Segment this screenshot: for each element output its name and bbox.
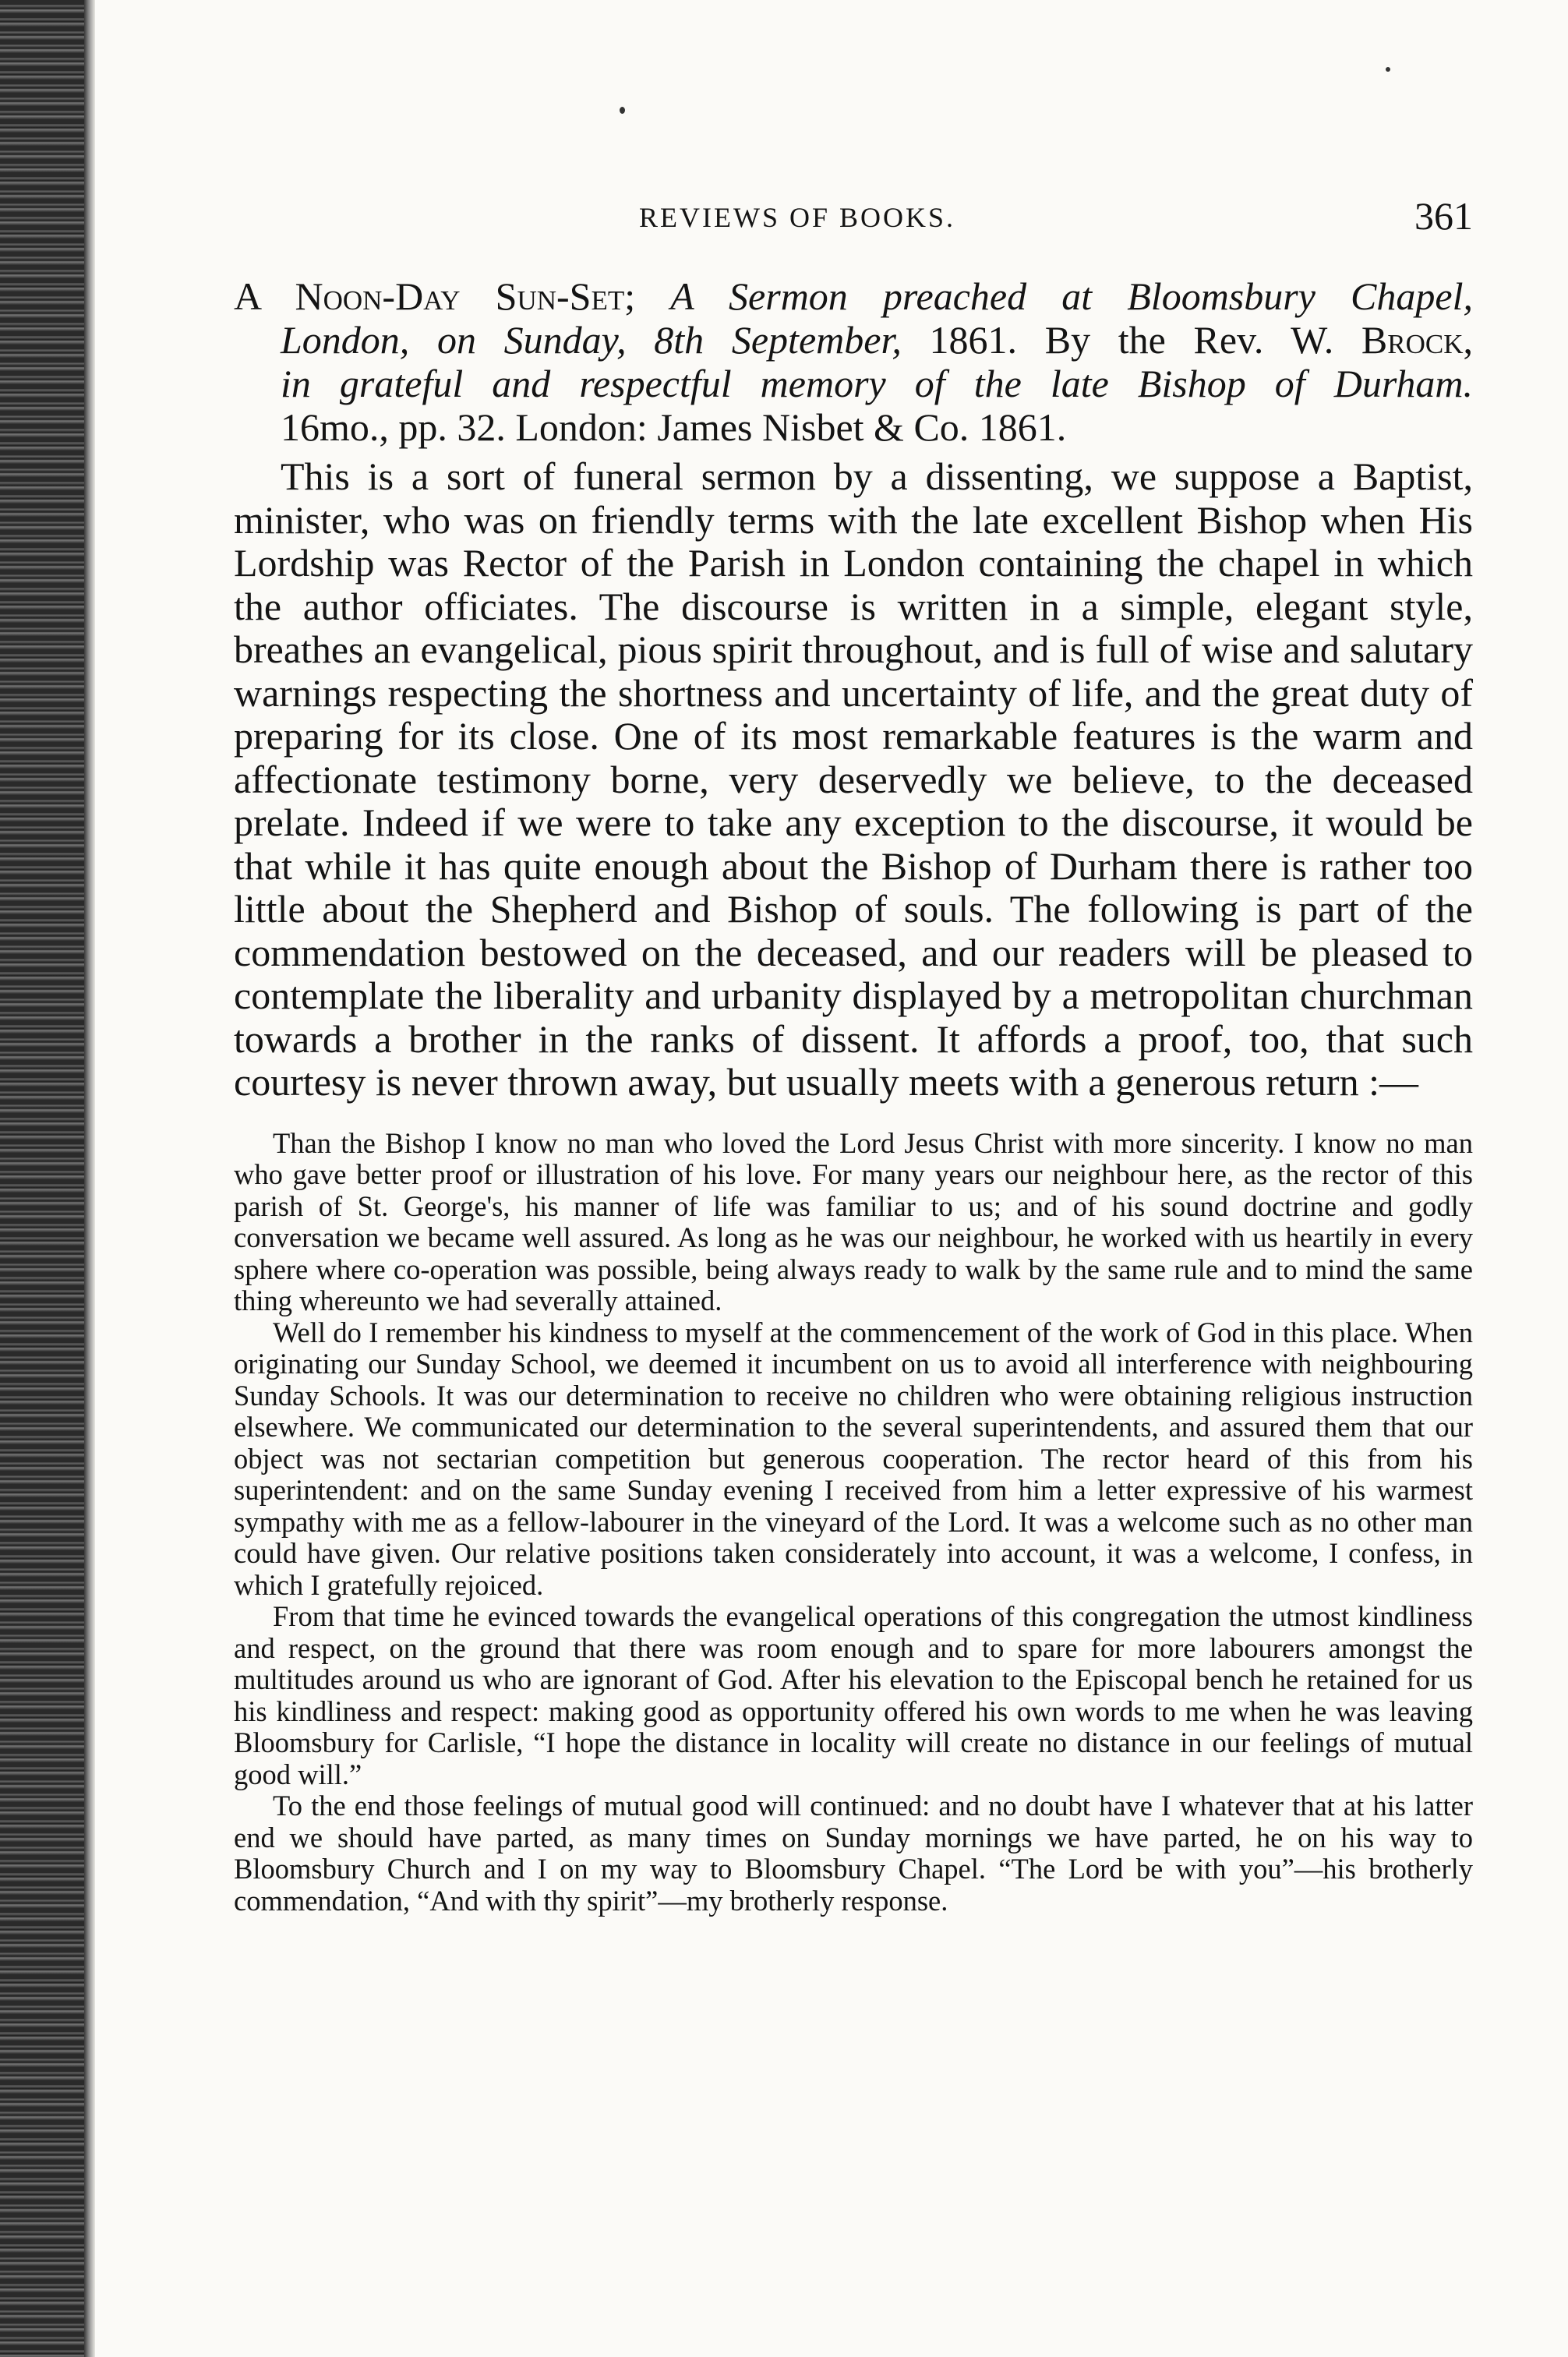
book-binding-edge [0,0,94,2357]
book-title: A Noon-Day Sun-Set [234,274,625,318]
quote-paragraph: To the end those feelings of mutual good will continued: and no doubt have I whatever that at his latter end we should have parted, as many times on Sunday mornings we have parted, he on his way to Bloomsbury Church and I on my way to Bloomsbury Chapel. “The Lord be with you”—his brotherly commendation, “And with thy spirit”—my brotherly response. [234,1790,1473,1917]
ink-speck [1386,67,1390,72]
quote-paragraph: Than the Bishop I know no man who loved the Lord Jesus Christ with more sincerity. I know no man who gave better proof or illustration of his love. For many years our neighbour here, as the rector of this parish of St. George's, his manner of life was familiar to us; and of his sound doctrine and godly conversation we became well assured. As long as he was our neighbour, he worked with us heartily in every sphere where co-operation was possible, being always ready to walk by the same rule and to mind the same thing whereunto we had severally attained. [234,1126,1473,1316]
book-subtitle: A Sermon preached at Bloomsbury Chapel, [670,274,1473,318]
book-dedication: in grateful and respectful memory of the late Bishop of Durham. [281,362,1473,405]
page-content [234,274,1473,1917]
ink-speck [620,107,625,114]
entry-line [234,318,1473,362]
review-paragraph: This is a sort of funeral sermon by a dissenting, we suppose a Baptist, minister, who was on friendly terms with the late excellent Bishop when His Lordship was Rector of the Parish in London containing the chapel in which the author officiates. The discourse is written in a simple, elegant style, breathes an evangelical, pious spirit throughout, and is full of wise and salutary warnings respecting the shortness and uncertainty of life, and the great duty of preparing for its close. One of its most remarkable features is the warm and affectionate testimony borne, very deservedly we believe, to the deceased prelate. Indeed if we were to take any exception to the discourse, it would be that while it has quite enough about the Bishop of Durham there is rather too little about the Shepherd and Bishop of souls. The following is part of the commendation bestowed on the deceased, and our readers will be pleased to contemplate the liberality and urbanity displayed by a metropolitan churchman towards a brother in the ranks of dissent. It affords a proof, too, that such courtesy is never thrown away, but usually meets with a generous return :— [234,454,1473,1104]
book-subtitle-cont: London, on Sunday, 8th September, [281,318,902,362]
entry-line [234,362,1473,405]
title-separator: ; [624,274,671,318]
entry-line [234,405,1473,449]
book-entry-heading [234,274,1473,449]
author-comma: , [1463,318,1473,362]
binding-shadow [84,0,95,2357]
quote-paragraph: Well do I remember his kindness to myself at the commencement of the work of God in this place. When originating our Sunday School, we deemed it incumbent on us to avoid all interference with neighbouring Sunday Schools. It was our determination to receive no children who were obtaining religious instruction elsewhere. We communicated our determination to the several superintendents, and assured them that our object was not sectarian competition but generous cooperation. The rector heard of this from his superintendent: and on the same Sunday evening I received from him a letter expressive of his warmest sympathy with me as a fellow-labourer in the vineyard of the Lord. It was a welcome such as no other man could have given. Our relative positions taken considerately into account, it was a welcome, I confess, in which I gratefully rejoiced. [234,1316,1473,1601]
running-head: REVIEWS OF BOOKS. [639,202,956,233]
sermon-extract [234,1128,1473,1917]
page-header [234,193,1473,248]
by-text: By the Rev. W. [1017,318,1361,362]
quote-paragraph: From that time he evinced towards the evangelical operations of this congregation the utmost kindliness and respect, on the ground that there was room enough and to spare for more labourers amongst the multitudes around us who are ignorant of God. After his elevation to the Episcopal bench he retained for us his kindliness and respect: making good as opportunity offered his own words to me when he was leaving Bloomsbury for Carlisle, “I hope the distance in locality will create no distance in our feelings of mutual good will.” [234,1600,1473,1790]
book-year: 1861. [901,318,1018,362]
book-author: Brock [1361,318,1464,362]
page-number: 361 [1414,194,1473,238]
entry-line [234,274,1473,318]
book-imprint: 16mo., pp. 32. London: James Nisbet & Co. 1861. [281,405,1067,449]
